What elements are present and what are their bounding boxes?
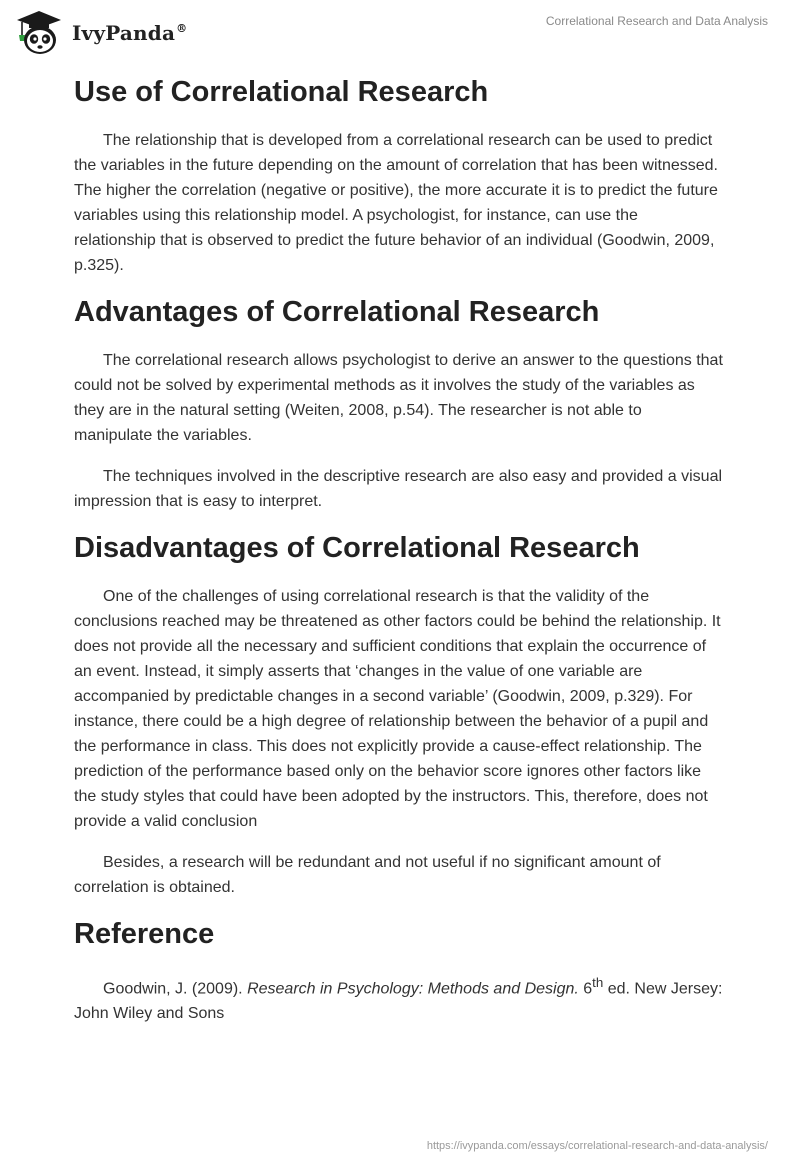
paragraph: One of the challenges of using correlational research is that the validity of the conclusions reached may be threatened as other factors could be behind the relationship. It does not provide all the necessary and sufficient conditions that explain the occurrence of an event. Instead, it simply asserts that ‘changes in the value of one variable are accompanied by predictable changes in a second variable’ (Goodwin, 2009, p.329). For instance, there could be a high degree of relationship between the behavior of a pupil and the performance in class. This does not explicitly provide a cause-effect relationship. The prediction of the performance based only on the behavior score ignores other factors like the study styles that could have been adopted by the instructors. This, therefore, does not provide a valid conclusion (74, 588, 721, 830)
paragraph: The relationship that is developed from a correlational research can be used to predict the variables in the future depending on the amount of correlation that has been witnessed. The higher the correlation (negative or positive), the more accurate it is to predict the future variables using this relationship model. A psychologist, for instance, can use the relationship that is observed to predict the future behavior of an individual (Goodwin, 2009, p.325). (74, 132, 718, 274)
paragraph: Besides, a research will be redundant and not useful if no significant amount of correlation is obtained. (74, 854, 661, 896)
panda-graduate-icon (14, 8, 64, 58)
page-header (0, 0, 800, 66)
running-title: Correlational Research and Data Analysis (545, 14, 768, 28)
section-heading: Reference (74, 918, 215, 950)
section-reference (74, 916, 724, 1026)
paragraph: The correlational research allows psychologist to derive an answer to the questions that could not be solved by experimental methods as it involves the study of the variables as they are in the natural setting (Weiten, 2008, p.54). The researcher is not able to manipulate the variables. (74, 352, 723, 444)
ivypanda-logo[interactable] (14, 8, 187, 58)
source-url[interactable]: https://ivypanda.com/essays/correlational-research-and-data-analysis/ (426, 1140, 768, 1152)
essay-body (74, 70, 724, 1042)
paragraph: The techniques involved in the descriptive research are also easy and provided a visual impression that is easy to interpret. (74, 468, 723, 510)
section-heading: Advantages of Correlational Research (74, 296, 600, 328)
reference-entry: Goodwin, J. (2009). Research in Psychology: Methods and Design. 6th ed. New Jersey: John Wiley and Sons (74, 975, 723, 1023)
brand-name: IvyPanda® (72, 21, 188, 45)
section-heading: Disadvantages of Correlational Research (74, 532, 640, 564)
section-use (74, 74, 724, 278)
section-disadvantages (74, 530, 724, 900)
reference-title: Research in Psychology: Methods and Design. (247, 980, 579, 998)
section-advantages (74, 294, 724, 514)
section-heading: Use of Correlational Research (74, 76, 489, 108)
